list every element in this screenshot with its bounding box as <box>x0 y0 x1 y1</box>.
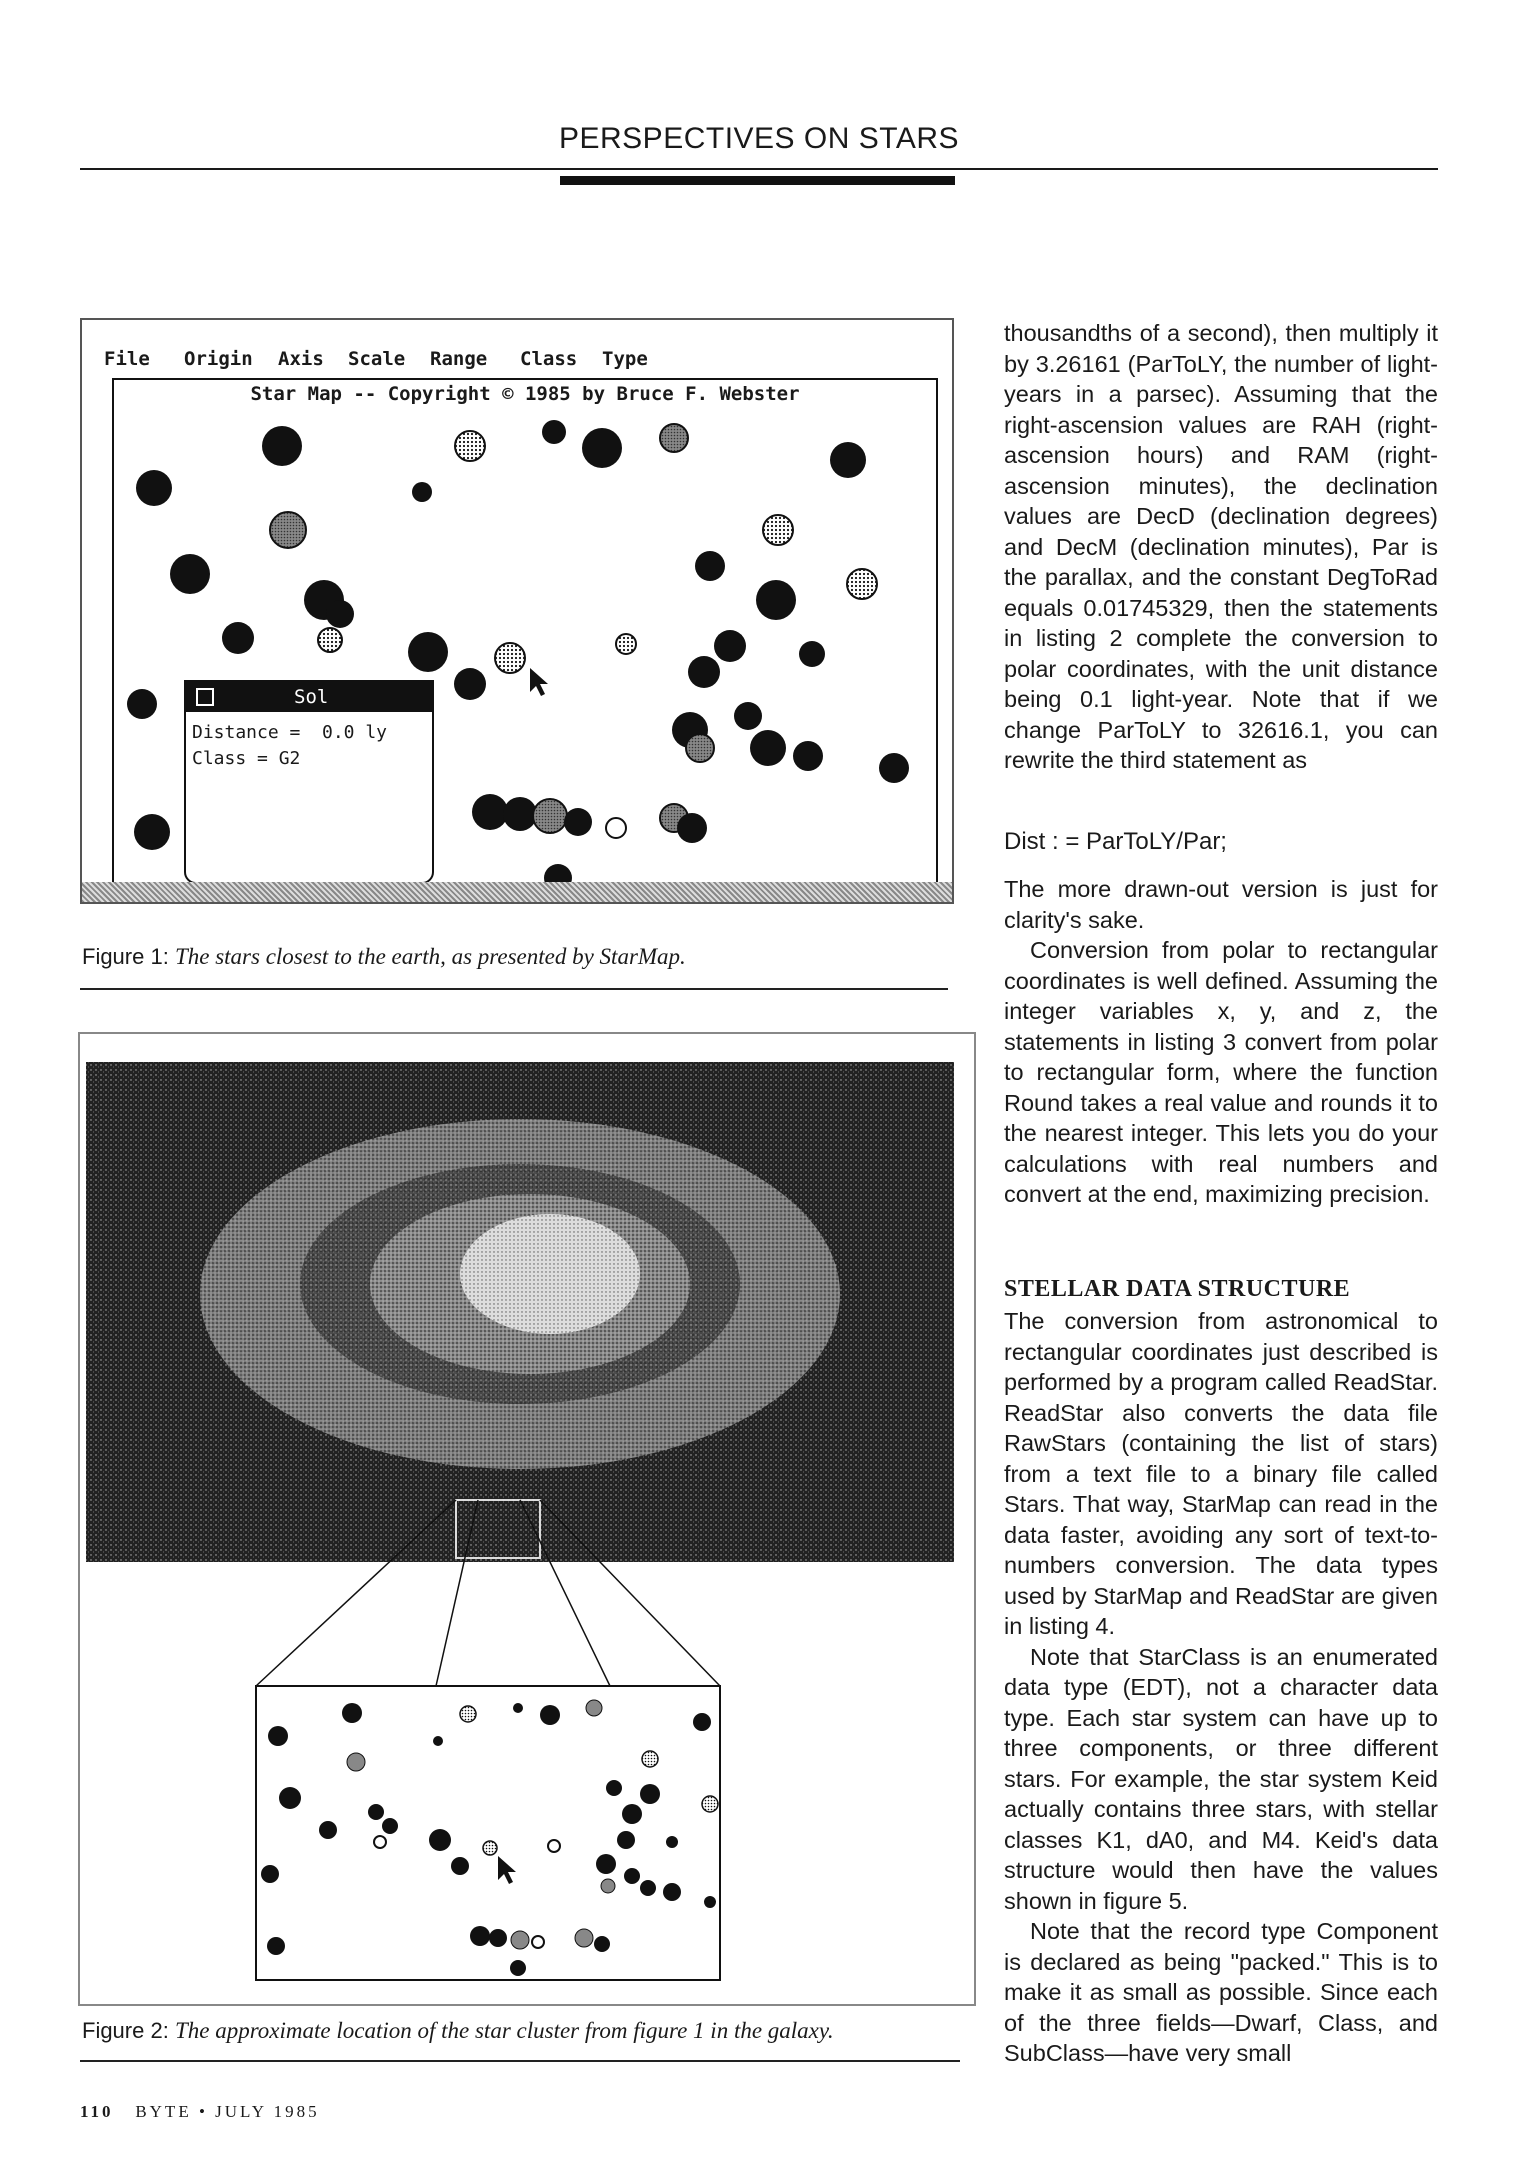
star <box>793 741 823 771</box>
star <box>326 600 354 628</box>
star <box>170 554 210 594</box>
star <box>460 1706 476 1722</box>
star <box>702 1796 718 1812</box>
class-label: Class = G2 <box>192 748 301 769</box>
star <box>756 580 796 620</box>
star <box>489 1929 507 1947</box>
star <box>455 431 485 461</box>
star <box>640 1784 660 1804</box>
star <box>433 1736 443 1746</box>
star <box>429 1829 451 1851</box>
star <box>454 668 486 700</box>
star <box>270 512 306 548</box>
figure-1-caption <box>82 944 686 970</box>
star <box>693 1713 711 1731</box>
body-column-top <box>1004 318 1438 776</box>
page-footer: 110 BYTE • JULY 1985 <box>80 2102 320 2121</box>
star <box>483 1841 497 1855</box>
star <box>763 515 793 545</box>
paragraph: Note that the record type Component is declared as being "packed." This is to make it as small as possible. Since each of the three fields—Dwarf, Class, and SubClass—have very small <box>1004 1918 1438 2066</box>
star <box>704 1896 716 1908</box>
running-header: PERSPECTIVES ON STARS <box>558 122 960 155</box>
galaxy-core <box>460 1214 640 1334</box>
star <box>451 1857 469 1875</box>
star <box>601 1879 615 1893</box>
star <box>617 1831 635 1849</box>
star <box>511 1931 529 1949</box>
scroll-bar[interactable] <box>82 882 952 902</box>
star <box>540 1705 560 1725</box>
star <box>342 1703 362 1723</box>
star <box>660 424 688 452</box>
paragraph: thousandths of a second), then multiply it by 3.26161 (ParToLY, the number of light-years in a parsec). Assuming that the right-ascension values are RAH (right-ascension hours) and RAM (right-ascension minutes), the declination values are DecD (declination degrees) and DecM (declination minutes), Par is the parallax, and the constant DegToRad equals 0.01745329, then the statements in listing 2 complete the conversion to polar coordinates, with the unit distance being 0.1 light-year. Note that if we change ParToLY to 32616.1, you can rewrite the third statement as <box>1004 320 1438 773</box>
star <box>268 1726 288 1746</box>
star <box>642 1751 658 1767</box>
star <box>714 630 746 662</box>
star <box>470 1926 490 1946</box>
star <box>799 641 825 667</box>
figure-1-rule <box>80 988 948 990</box>
body-column-middle <box>1004 874 1438 1210</box>
star <box>318 628 342 652</box>
figure-2-caption-text: The approximate location of the star cluster from figure 1 in the galaxy. <box>174 2018 834 2043</box>
star <box>513 1703 523 1713</box>
page-number: 110 <box>80 2102 114 2121</box>
window-title-bar: Star Map -- Copyright © 1985 by Bruce F. Webster <box>112 378 938 411</box>
sol-info-window <box>184 680 434 884</box>
menu-file[interactable]: File <box>104 348 150 370</box>
star <box>262 426 302 466</box>
star <box>319 1821 337 1839</box>
paragraph: Conversion from polar to rectangular coordinates is well defined. Assuming the integer variables x, y, and z, the statements in listing 3 convert from polar to rectangular form, where the function Round takes a real value and rounds it to the nearest integer. This lets you do your calculations with real numbers and convert at the end, maximizing precision. <box>1004 937 1438 1207</box>
star <box>267 1937 285 1955</box>
figure-2-galaxy-illustration <box>78 1032 976 2006</box>
star <box>830 442 866 478</box>
star <box>127 689 157 719</box>
star <box>408 632 448 672</box>
paragraph: Note that StarClass is an enumerated data type (EDT), not a character data type. Each star system can have up to three components, or three different stars. For example, the star system Keid actually contains three stars, with stellar classes K1, dA0, and M4. Keid's data structure would then have the values shown in figure 5. <box>1004 1643 1438 1914</box>
menu-class[interactable]: Class <box>520 348 578 370</box>
menu-type[interactable]: Type <box>602 348 648 370</box>
star <box>582 428 622 468</box>
menu-range[interactable]: Range <box>430 348 488 370</box>
sol-window-title: Sol <box>294 686 329 708</box>
menu-axis[interactable]: Axis <box>278 348 324 370</box>
paragraph: The conversion from astronomical to rectangular coordinates just described is performed by a program called ReadStar. ReadStar also converts the data file RawStars (containing the list of stars) from a text file to a binary file called Stars. That way, StarMap can read in the data faster, avoiding any sort of text-to-numbers conversion. The data types used by StarMap and ReadStar are given in listing 4. <box>1004 1308 1438 1639</box>
code-statement: Dist : = ParToLY/Par; <box>1004 828 1227 855</box>
star <box>542 420 566 444</box>
galaxy-illustration <box>80 1034 974 2004</box>
star <box>750 730 786 766</box>
star <box>222 622 254 654</box>
star <box>564 808 592 836</box>
arrow-cursor-icon <box>530 668 548 696</box>
star <box>368 1804 384 1820</box>
star <box>134 814 170 850</box>
body-column-bottom <box>1004 1306 1438 2069</box>
star <box>677 813 707 843</box>
star <box>606 818 626 838</box>
close-box-icon[interactable] <box>196 688 214 706</box>
star <box>666 1836 678 1848</box>
star <box>279 1787 301 1809</box>
figure-1-label: Figure 1: <box>82 944 169 969</box>
star <box>695 551 725 581</box>
star <box>136 470 172 506</box>
star <box>503 797 537 831</box>
star <box>575 1929 593 1947</box>
star <box>688 656 720 688</box>
header-rule <box>80 168 1438 170</box>
star <box>586 1700 602 1716</box>
star <box>472 794 508 830</box>
distance-value: 0.0 ly <box>322 722 388 743</box>
star <box>606 1780 622 1796</box>
star <box>412 482 432 502</box>
menu-scale[interactable]: Scale <box>348 348 406 370</box>
star <box>640 1880 656 1896</box>
sol-window-titlebar <box>186 682 432 712</box>
magazine-name: BYTE <box>135 2102 192 2121</box>
star <box>616 634 636 654</box>
star <box>734 702 762 730</box>
section-heading: STELLAR DATA STRUCTURE <box>1004 1276 1351 1302</box>
menu-origin[interactable]: Origin <box>184 348 253 370</box>
distance-label: Distance = <box>192 722 301 743</box>
paragraph: The more drawn-out version is just for clarity's sake. <box>1004 876 1438 933</box>
star <box>510 1960 526 1976</box>
star <box>879 753 909 783</box>
star <box>495 643 525 673</box>
figure-1-starmap-screenshot <box>80 318 954 904</box>
star <box>624 1868 640 1884</box>
star <box>533 799 567 833</box>
star <box>596 1854 616 1874</box>
star <box>347 1753 365 1771</box>
star <box>261 1865 279 1883</box>
figure-1-caption-text: The stars closest to the earth, as presented by StarMap. <box>174 944 686 969</box>
star <box>686 734 714 762</box>
figure-2-label: Figure 2: <box>82 2018 169 2043</box>
figure-2-caption <box>82 2018 834 2044</box>
star <box>382 1818 398 1834</box>
star <box>847 569 877 599</box>
star <box>663 1883 681 1901</box>
issue-date: JULY 1985 <box>215 2102 320 2121</box>
star <box>594 1936 610 1952</box>
figure-2-rule <box>80 2060 960 2062</box>
star <box>622 1804 642 1824</box>
header-bar <box>560 176 955 185</box>
